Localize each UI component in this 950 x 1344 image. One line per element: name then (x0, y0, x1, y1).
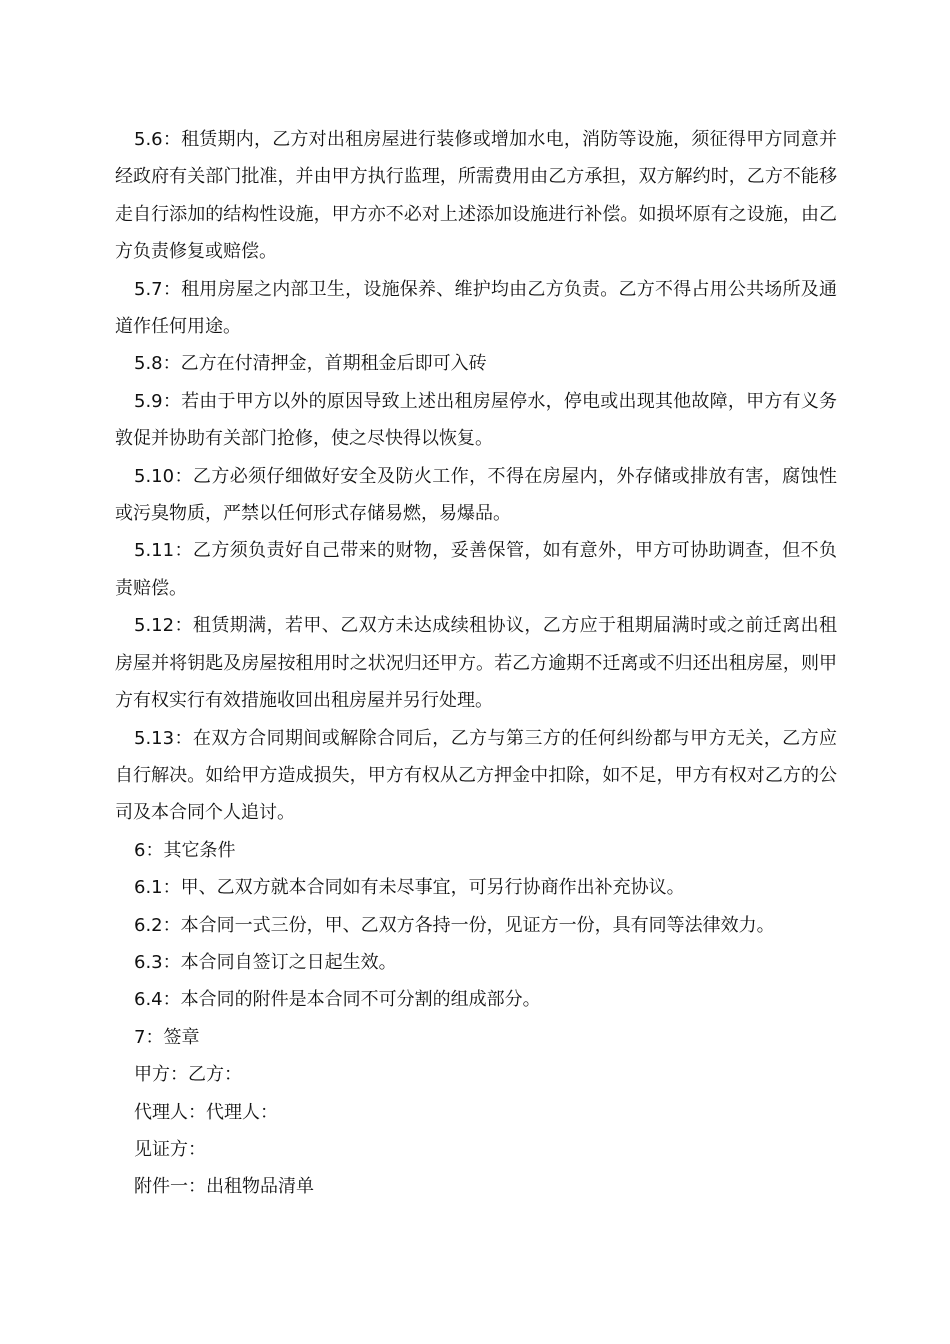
clause-5-8: 5.8：乙方在付清押金，首期租金后即可入砖 (134, 353, 487, 375)
section-6-heading: 6：其它条件 (134, 839, 236, 861)
clause-6-1: 6.1：甲、乙双方就本合同如有未尽事宜，可另行协商作出补充协议。 (134, 877, 685, 899)
clause-5-10: 5.10：乙方必须仔细做好安全及防火工作，不得在房屋内，外存储或排放有害，腐蚀性或污臭物质，严禁以任何形式存储易燃，易爆品。 (115, 465, 837, 525)
attachment-line: 附件一：出租物品清单 (134, 1176, 314, 1198)
clause-6-4: 6.4：本合同的附件是本合同不可分割的组成部分。 (134, 989, 541, 1011)
clause-5-9: 5.9：若由于甲方以外的原因导致上述出租房屋停水，停电或出现其他故障，甲方有义务敦促并协助有关部门抢修，使之尽快得以恢复。 (115, 390, 837, 450)
clause-5-13: 5.13：在双方合同期间或解除合同后，乙方与第三方的任何纠纷都与甲方无关，乙方应自行解决。如给甲方造成损失，甲方有权从乙方押金中扣除，如不足，甲方有权对乙方的公司及本合同个人追讨。 (115, 727, 837, 824)
signature-party-line: 甲方：乙方： (134, 1064, 242, 1086)
clause-5-12: 5.12：租赁期满，若甲、乙双方未达成续租协议，乙方应于租期届满时或之前迁离出租房屋并将钥匙及房屋按租用时之状况归还甲方。若乙方逾期不迁离或不归还出租房屋，则甲方有权实行有效措施收回出租房屋并另行处理。 (115, 615, 837, 712)
clause-5-7: 5.7：租用房屋之内部卫生，设施保养、维护均由乙方负责。乙方不得占用公共场所及通道作任何用途。 (115, 278, 837, 338)
clause-5-11: 5.11：乙方须负责好自己带来的财物，妥善保管，如有意外，甲方可协助调查，但不负责赔偿。 (115, 540, 837, 599)
clause-6-3: 6.3：本合同自签订之日起生效。 (134, 951, 397, 973)
signature-agent-line: 代理人：代理人： (134, 1101, 278, 1123)
section-7-heading: 7：签章 (134, 1026, 200, 1048)
signature-witness-line: 见证方： (134, 1138, 206, 1160)
clause-5-6: 5.6：租赁期内，乙方对出租房屋进行装修或增加水电，消防等设施，须征得甲方同意并经政府有关部门批准，并由甲方执行监理，所需费用由乙方承担，双方解约时，乙方不能移走自行添加的结构性设施，甲方亦不必对上述添加设施进行补偿。如损坏原有之设施，由乙方负责修复或赔偿。 (115, 129, 837, 263)
clause-6-2: 6.2：本合同一式三份，甲、乙双方各持一份，见证方一份，具有同等法律效力。 (134, 914, 775, 936)
document-body (115, 121, 837, 1206)
